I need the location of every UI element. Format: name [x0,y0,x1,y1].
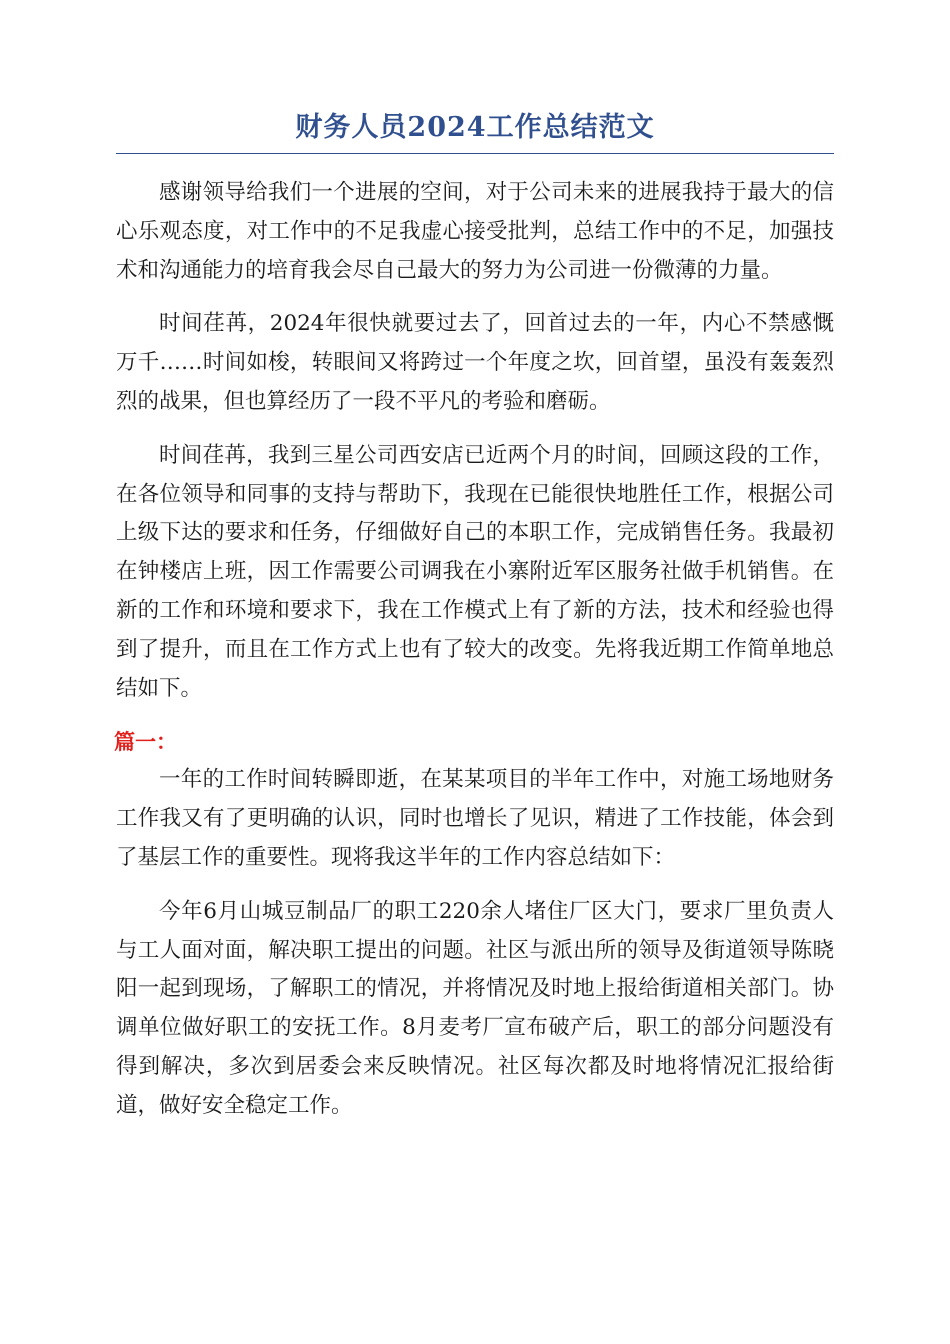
paragraph: 今年6月山城豆制品厂的职工220余人堵住厂区大门，要求厂里负责人与工人面对面，解决职工提出的问题。社区与派出所的领导及街道领导陈晓阳一起到现场，了解职工的情况，并将情况及时地上报给街道相关部门。协调单位做好职工的安抚工作。8月麦考厂宣布破产后，职工的部分问题没有得到解决，多次到居委会来反映情况。社区每次都及时地将情况汇报给街道，做好安全稳定工作。 [116,898,834,1118]
document-body [116,174,834,1126]
paragraph: 感谢领导给我们一个进展的空间，对于公司未来的进展我持于最大的信心乐观态度，对工作中的不足我虚心接受批判，总结工作中的不足，加强技术和沟通能力的培育我会尽自己最大的努力为公司进一份微薄的力量。 [116,180,834,283]
paragraph: 时间荏苒，2024年很快就要过去了，回首过去的一年，内心不禁感慨万千……时间如梭，转眼间又将跨过一个年度之坎，回首望，虽没有轰轰烈烈的战果，但也算经历了一段不平凡的考验和磨砺。 [116,311,834,414]
paragraph: 时间荏苒，我到三星公司西安店已近两个月的时间，回顾这段的工作，在各位领导和同事的支持与帮助下，我现在已能很快地胜任工作，根据公司上级下达的要求和任务，仔细做好自己的本职工作，完成销售任务。我最初在钟楼店上班，因工作需要公司调我在小寨附近军区服务社做手机销售。在新的工作和环境和要求下，我在工作模式上有了新的方法，技术和经验也得到了提升，而且在工作方式上也有了较大的改变。先将我近期工作简单地总结如下。 [116,442,834,701]
document-page [116,108,834,1141]
section-heading: 篇一： [114,730,177,755]
paragraph: 一年的工作时间转瞬即逝，在某某项目的半年工作中，对施工场地财务工作我又有了更明确的认识，同时也增长了见识，精进了工作技能，体会到了基层工作的重要性。现将我这半年的工作内容总结如下： [116,767,834,870]
document-title: 财务人员2024工作总结范文 [116,108,834,154]
